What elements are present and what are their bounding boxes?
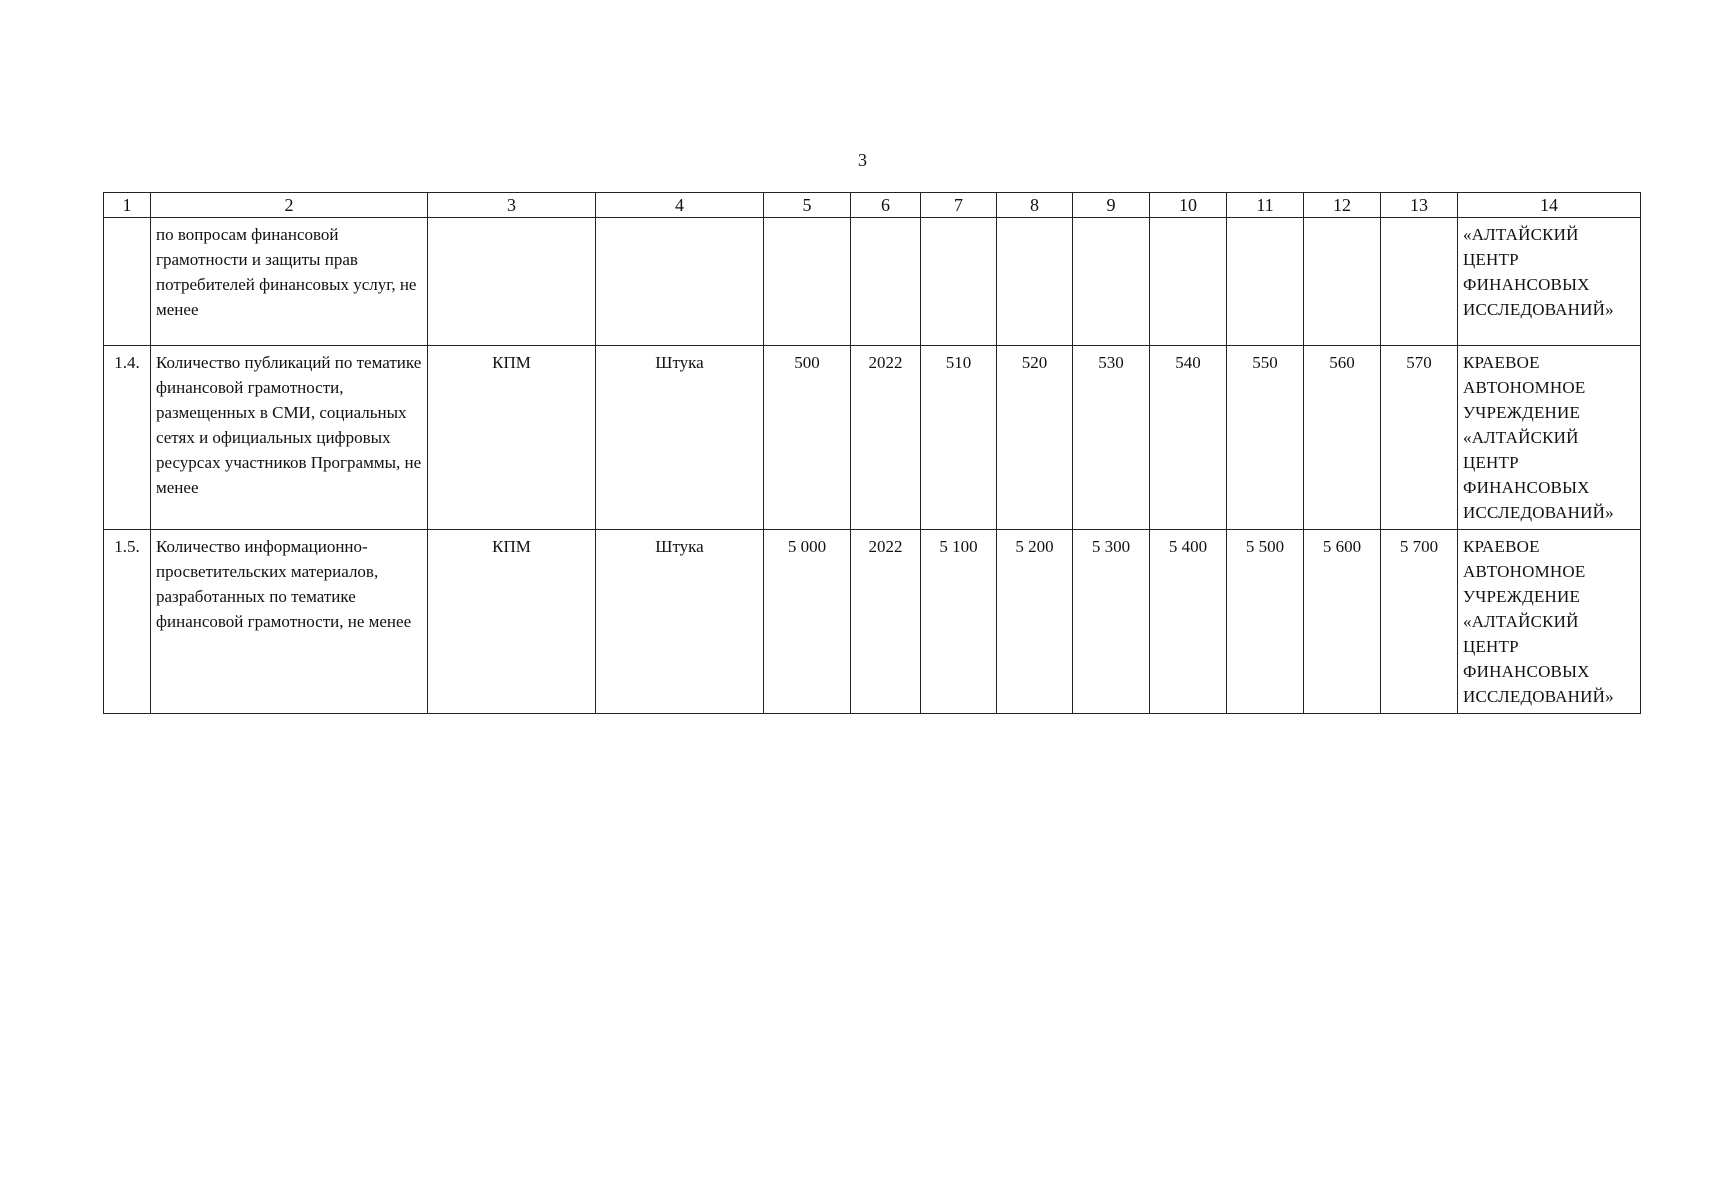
col-number: 10 xyxy=(1150,193,1227,218)
col-number: 7 xyxy=(921,193,997,218)
year-value-cell xyxy=(1150,218,1227,346)
year-value-cell: 560 xyxy=(1304,346,1381,530)
base-value-cell: 5 000 xyxy=(764,530,851,714)
col-number: 11 xyxy=(1227,193,1304,218)
year-value-cell: 5 600 xyxy=(1304,530,1381,714)
base-value-cell xyxy=(764,218,851,346)
year-value-cell xyxy=(1227,218,1304,346)
col-number: 13 xyxy=(1381,193,1458,218)
col-number: 1 xyxy=(104,193,151,218)
year-value-cell: 5 200 xyxy=(997,530,1073,714)
responsible-org: «АЛТАЙСКИЙ ЦЕНТР ФИНАНСОВЫХ ИССЛЕДОВАНИЙ» xyxy=(1458,218,1641,346)
year-value-cell xyxy=(997,218,1073,346)
col-number: 5 xyxy=(764,193,851,218)
unit-cell xyxy=(596,218,764,346)
col-number: 12 xyxy=(1304,193,1381,218)
year-value-cell: 5 100 xyxy=(921,530,997,714)
year-value-cell xyxy=(1304,218,1381,346)
base-value-cell: 500 xyxy=(764,346,851,530)
base-year-cell: 2022 xyxy=(851,530,921,714)
row-index: 1.5. xyxy=(104,530,151,714)
responsible-org: КРАЕВОЕ АВТОНОМНОЕ УЧРЕЖДЕНИЕ «АЛТАЙСКИЙ ЦЕНТР ФИНАНСОВЫХ ИССЛЕДОВАНИЙ» xyxy=(1458,530,1641,714)
year-value-cell: 5 400 xyxy=(1150,530,1227,714)
year-value-cell: 520 xyxy=(997,346,1073,530)
year-value-cell: 540 xyxy=(1150,346,1227,530)
source-cell: КПМ xyxy=(428,530,596,714)
table-row xyxy=(104,346,1641,530)
year-value-cell: 570 xyxy=(1381,346,1458,530)
column-number-row xyxy=(104,193,1641,218)
source-cell: КПМ xyxy=(428,346,596,530)
col-number: 4 xyxy=(596,193,764,218)
row-index xyxy=(104,218,151,346)
col-number: 9 xyxy=(1073,193,1150,218)
source-cell xyxy=(428,218,596,346)
base-year-cell: 2022 xyxy=(851,346,921,530)
col-number: 14 xyxy=(1458,193,1641,218)
base-year-cell xyxy=(851,218,921,346)
row-index: 1.4. xyxy=(104,346,151,530)
col-number: 8 xyxy=(997,193,1073,218)
year-value-cell: 5 700 xyxy=(1381,530,1458,714)
year-value-cell xyxy=(921,218,997,346)
indicator-description: Количество публикаций по тематике финансовой грамотности, размещенных в СМИ, социальных сетях и официальных цифровых ресурсах участников Программы, не менее xyxy=(151,346,428,530)
table-row xyxy=(104,218,1641,346)
year-value-cell: 530 xyxy=(1073,346,1150,530)
unit-cell: Штука xyxy=(596,346,764,530)
indicator-description: Количество информационно-просветительских материалов, разработанных по тематике финансовой грамотности, не менее xyxy=(151,530,428,714)
col-number: 3 xyxy=(428,193,596,218)
col-number: 2 xyxy=(151,193,428,218)
year-value-cell xyxy=(1381,218,1458,346)
year-value-cell: 510 xyxy=(921,346,997,530)
year-value-cell: 5 300 xyxy=(1073,530,1150,714)
indicator-description: по вопросам финансовой грамотности и защиты прав потребителей финансовых услуг, не менее xyxy=(151,218,428,346)
page-number: 3 xyxy=(858,150,867,170)
indicators-table xyxy=(103,192,1641,714)
unit-cell: Штука xyxy=(596,530,764,714)
year-value-cell: 550 xyxy=(1227,346,1304,530)
year-value-cell xyxy=(1073,218,1150,346)
table-row xyxy=(104,530,1641,714)
col-number: 6 xyxy=(851,193,921,218)
responsible-org: КРАЕВОЕ АВТОНОМНОЕ УЧРЕЖДЕНИЕ «АЛТАЙСКИЙ ЦЕНТР ФИНАНСОВЫХ ИССЛЕДОВАНИЙ» xyxy=(1458,346,1641,530)
year-value-cell: 5 500 xyxy=(1227,530,1304,714)
